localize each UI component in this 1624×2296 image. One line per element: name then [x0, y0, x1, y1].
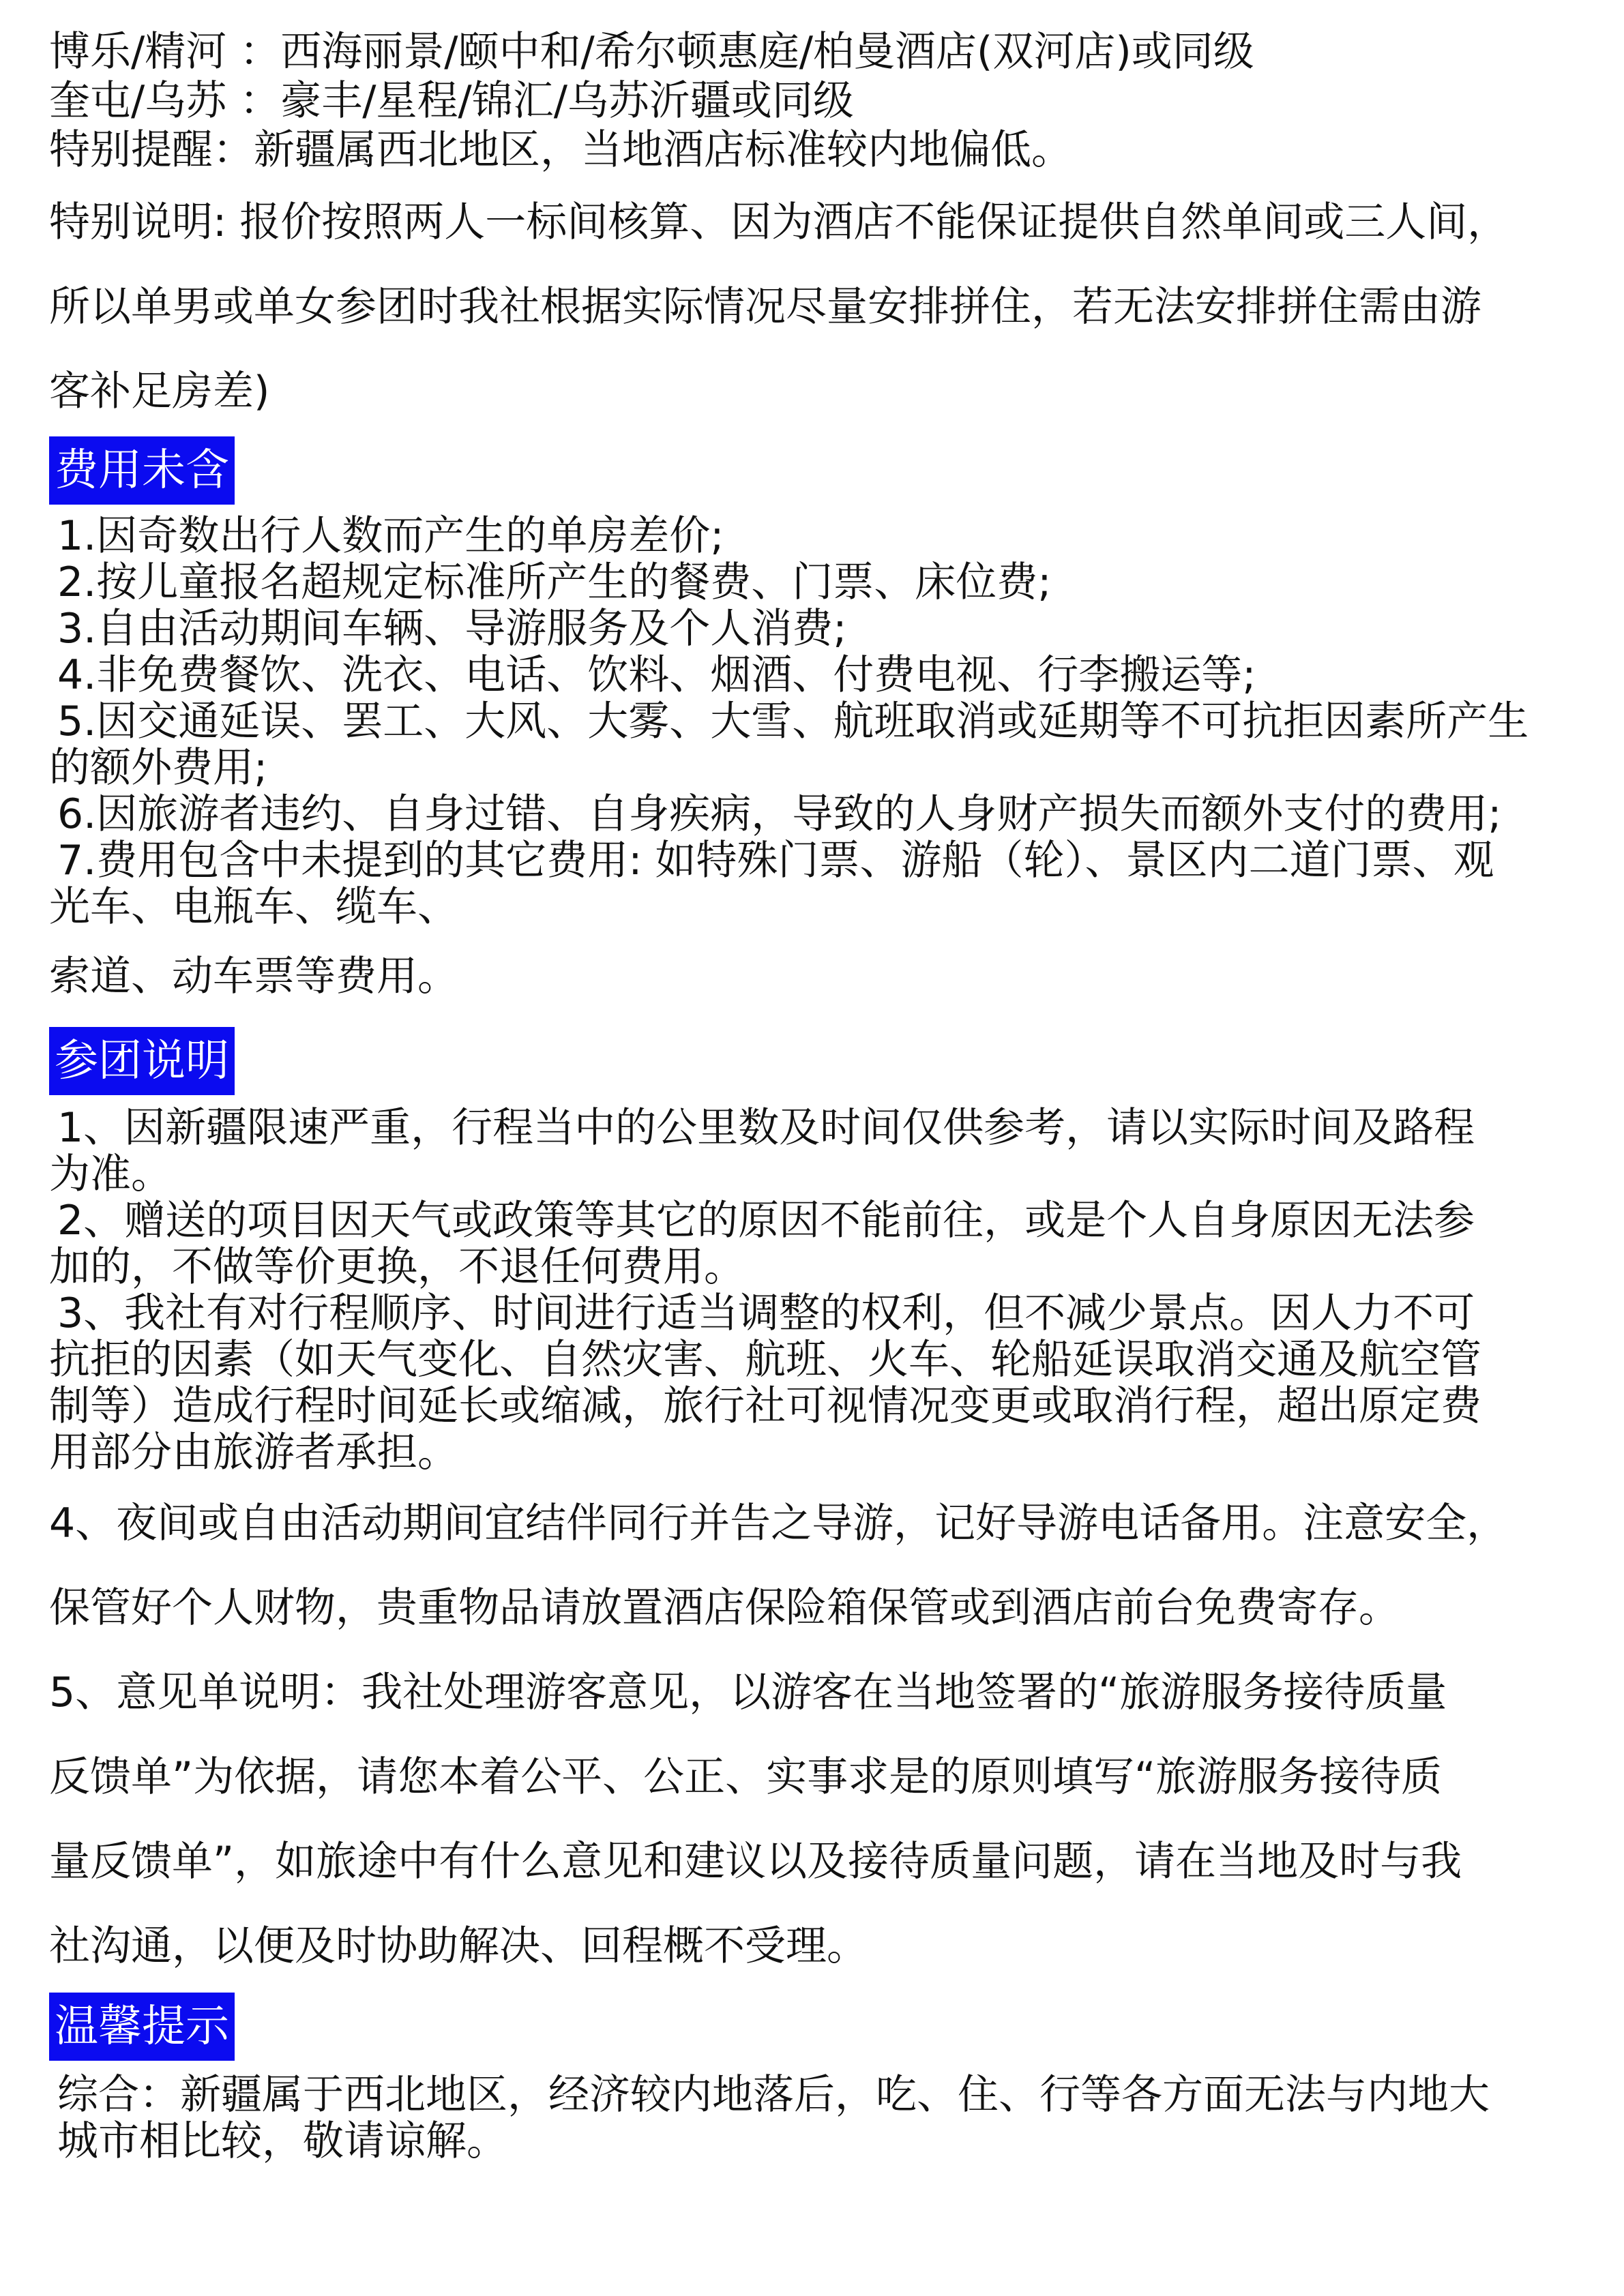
section-title-excluded: 费用未含 — [49, 436, 235, 505]
excluded-item: 5.因交通延误、罢工、大风、大雾、大雪、航班取消或延期等不可抗拒因素所产生 — [57, 698, 1529, 745]
tour-note-line: 1、因新疆限速严重，行程当中的公里数及时间仅供参考，请以实际时间及路程 — [57, 1104, 1475, 1152]
section-title-tips: 温馨提示 — [49, 1993, 235, 2061]
excluded-item: 的额外费用; — [49, 744, 268, 792]
tour-note-line: 4、夜间或自由活动期间宜结伴同行并告之导游，记好导游电话备用。注意安全， — [49, 1500, 1508, 1547]
tour-note-line: 为准。 — [49, 1150, 172, 1198]
tour-note-line: 用部分由旅游者承担。 — [49, 1429, 458, 1476]
tip-line: 综合：新疆属于西北地区，经济较内地落后，吃、住、行等各方面无法与内地大 — [57, 2071, 1490, 2119]
tour-note-line: 制等）造成行程时间延长或缩减，旅行社可视情况变更或取消行程，超出原定费 — [49, 1382, 1481, 1430]
tour-note-line: 加的，不做等价更换，不退任何费用。 — [49, 1243, 745, 1291]
excluded-item: 6.因旅游者违约、自身过错、自身疾病，导致的人身财产损失而额外支付的费用; — [57, 790, 1502, 838]
hotel-line-bole: 博乐/精河 ：西海丽景/颐中和/希尔顿惠庭/柏曼酒店(双河店)或同级 — [49, 28, 1254, 76]
tour-note-line: 反馈单”为依据，请您本着公平、公正、实事求是的原则填写“旅游服务接待质 — [49, 1753, 1443, 1801]
section-title-tour-notes: 参团说明 — [49, 1027, 235, 1095]
tour-note-line: 5、意见单说明：我社处理游客意见，以游客在当地签署的“旅游服务接待质量 — [49, 1669, 1447, 1716]
excluded-item: 1.因奇数出行人数而产生的单房差价; — [57, 512, 724, 560]
tip-line: 城市相比较，敬请谅解。 — [57, 2117, 507, 2165]
excluded-item: 3.自由活动期间车辆、导游服务及个人消费; — [57, 605, 847, 653]
excluded-item: 7.费用包含中未提到的其它费用: 如特殊门票、游船（轮）、景区内二道门票、观 — [57, 837, 1494, 884]
tour-note-line: 2、赠送的项目因天气或政策等其它的原因不能前往，或是个人自身原因无法参 — [57, 1197, 1475, 1244]
special-note-line: 所以单男或单女参团时我社根据实际情况尽量安排拼住，若无法安排拼住需由游 — [49, 283, 1481, 331]
hotel-reminder: 特别提醒：新疆属西北地区，当地酒店标准较内地偏低。 — [49, 126, 1072, 174]
tour-note-line: 量反馈单”，如旅途中有什么意见和建议以及接待质量问题，请在当地及时与我 — [49, 1838, 1462, 1885]
hotel-line-kuitun: 奎屯/乌苏 ：豪丰/星程/锦汇/乌苏沂疆或同级 — [49, 77, 854, 125]
tour-note-line: 3、我社有对行程顺序、时间进行适当调整的权利，但不减少景点。因人力不可 — [57, 1289, 1475, 1337]
tour-note-line: 社沟通，以便及时协助解决、回程概不受理。 — [49, 1922, 868, 1970]
tour-note-line: 抗拒的因素（如天气变化、自然灾害、航班、火车、轮船延误取消交通及航空管 — [49, 1336, 1481, 1384]
excluded-item: 索道、动车票等费用。 — [49, 953, 458, 1000]
special-note-line: 客补足房差) — [49, 368, 270, 415]
tour-note-line: 保管好个人财物，贵重物品请放置酒店保险箱保管或到酒店前台免费寄存。 — [49, 1584, 1400, 1632]
excluded-item: 4.非免费餐饮、洗衣、电话、饮料、烟酒、付费电视、行李搬运等; — [57, 651, 1256, 699]
special-note-line: 特别说明: 报价按照两人一标间核算、因为酒店不能保证提供自然单间或三人间， — [49, 198, 1509, 246]
excluded-item: 2.按儿童报名超规定标准所产生的餐费、门票、床位费; — [57, 558, 1052, 606]
excluded-item: 光车、电瓶车、缆车、 — [49, 883, 458, 931]
